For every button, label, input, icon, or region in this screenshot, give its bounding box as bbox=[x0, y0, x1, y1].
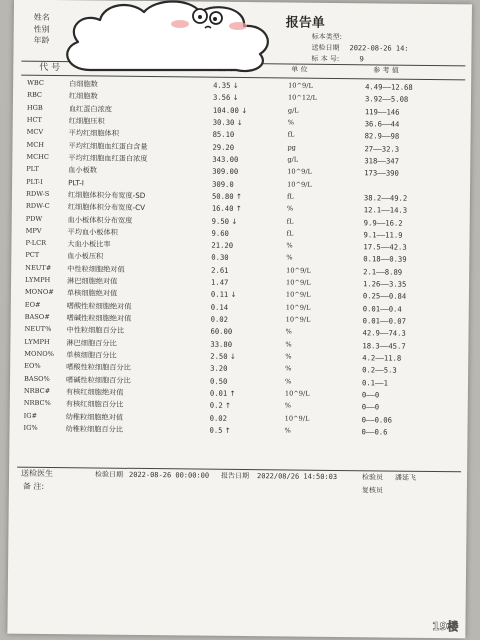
row-ref: 0.01——0.4 bbox=[362, 304, 402, 314]
row-name: 血红蛋白浓度 bbox=[68, 103, 113, 114]
site-logo bbox=[432, 616, 472, 636]
row-unit: % bbox=[284, 377, 292, 386]
row-name: 嗜酸性粒细胞百分比 bbox=[66, 362, 131, 373]
row-name: 红细胞体积分布宽度-SD bbox=[67, 190, 146, 200]
row-result: 0.14 bbox=[210, 302, 229, 312]
row-unit: % bbox=[286, 204, 294, 213]
row-result: 3.56 bbox=[212, 93, 231, 103]
row-code: P-LCR bbox=[25, 238, 47, 248]
row-unit: 10^9/L bbox=[285, 303, 311, 312]
report-date-value: 2022/08/26 14:50:03 bbox=[256, 472, 338, 482]
row-code: MONO# bbox=[24, 288, 54, 297]
row-result: 0.02 bbox=[210, 314, 229, 324]
row-ref: 36.6——44 bbox=[364, 119, 400, 129]
row-result: 29.20 bbox=[212, 142, 235, 152]
row-result: 50.80 bbox=[211, 191, 234, 201]
sex-label: 性别 bbox=[33, 24, 50, 34]
row-result: 21.20 bbox=[211, 240, 234, 251]
row-unit: 10^9/L bbox=[287, 180, 312, 189]
row-code: MCV bbox=[26, 128, 44, 137]
row-ref: 173——390 bbox=[364, 168, 399, 178]
lab-report-sheet bbox=[7, 0, 472, 638]
row-code: LYMPH bbox=[24, 337, 50, 346]
row-flag: ↑ bbox=[224, 425, 231, 435]
row-unit: 10^9/L bbox=[286, 266, 311, 275]
row-unit: % bbox=[287, 118, 295, 127]
row-name: 有核红细胞绝对值 bbox=[65, 387, 124, 397]
row-name: 血小板数 bbox=[68, 165, 98, 175]
row-name: 血小板压积 bbox=[67, 251, 104, 262]
row-unit: 10^9/L bbox=[285, 315, 311, 324]
row-result: 85.10 bbox=[212, 129, 235, 140]
row-result: 0.5 bbox=[209, 425, 223, 435]
row-unit: fL bbox=[286, 192, 294, 201]
row-ref: 0——0.06 bbox=[361, 414, 392, 425]
row-code: RBC bbox=[26, 91, 43, 100]
row-unit: 10^9/L bbox=[284, 414, 310, 423]
row-unit: % bbox=[285, 340, 292, 349]
row-result: 2.61 bbox=[211, 265, 229, 275]
row-result: 4.35 bbox=[213, 80, 231, 90]
row-result: 30.30 bbox=[212, 117, 235, 127]
row-result: 2.50 bbox=[210, 351, 228, 361]
row-unit: fL bbox=[286, 216, 294, 226]
row-unit: % bbox=[286, 253, 293, 263]
doctor-label: 送检医生 bbox=[21, 468, 54, 479]
specimen-type-label: 标本类型: bbox=[311, 32, 343, 42]
row-ref: 82.9——98 bbox=[364, 131, 400, 141]
row-code: MONO% bbox=[24, 349, 54, 359]
row-ref: 18.3——45.7 bbox=[362, 340, 406, 351]
col-ref-header: 参 考 值 bbox=[373, 66, 399, 75]
row-name: PLT-I bbox=[68, 177, 84, 187]
row-name: 中性粒细胞百分比 bbox=[66, 325, 125, 336]
row-name: 幼稚粒细胞绝对值 bbox=[65, 411, 124, 422]
row-code: PLT bbox=[26, 164, 39, 174]
row-unit: 10^9/L bbox=[287, 167, 312, 176]
row-flag: ↓ bbox=[231, 216, 238, 226]
report-date-label: 报告日期 bbox=[220, 471, 250, 481]
row-code: HGB bbox=[26, 103, 43, 112]
row-unit: % bbox=[284, 401, 292, 410]
row-name: 平均红细胞血红蛋白含量 bbox=[68, 140, 148, 151]
age-label: 年龄 bbox=[33, 35, 50, 45]
row-result: 309.00 bbox=[212, 166, 239, 177]
row-name: 平均红细胞血红蛋白浓度 bbox=[68, 153, 148, 163]
row-flag: ↑ bbox=[235, 204, 242, 214]
row-name: 淋巴细胞绝对值 bbox=[67, 276, 118, 286]
row-result: 9.50 bbox=[211, 216, 230, 226]
row-code: PLT-I bbox=[26, 177, 43, 186]
row-name: 有核红细胞百分比 bbox=[65, 399, 124, 410]
row-result: 0.01 bbox=[209, 388, 228, 398]
row-ref: 318——347 bbox=[364, 156, 400, 166]
row-result: 309.0 bbox=[212, 179, 234, 189]
row-ref: 42.9——74.3 bbox=[362, 328, 406, 339]
row-name: 中性粒细胞绝对值 bbox=[67, 263, 125, 274]
row-code: IG% bbox=[23, 423, 38, 432]
row-code: RDW-S bbox=[25, 189, 50, 198]
row-name: 红细胞数 bbox=[68, 91, 98, 101]
row-ref: 0.25——0.84 bbox=[362, 291, 407, 302]
row-flag: ↓ bbox=[232, 93, 239, 103]
row-result: 0.2 bbox=[209, 400, 223, 411]
row-result: 16.40 bbox=[211, 203, 234, 214]
row-name: 幼稚粒细胞百分比 bbox=[65, 424, 124, 434]
row-flag: ↓ bbox=[236, 117, 243, 127]
row-ref: 0.18——0.39 bbox=[363, 254, 407, 265]
row-result: 0.11 bbox=[210, 290, 229, 300]
col-unit-header: 单 位 bbox=[291, 65, 308, 74]
row-name: 大血小板比率 bbox=[67, 239, 111, 249]
row-result: 0.50 bbox=[209, 376, 228, 386]
row-unit: 10^9/L bbox=[285, 290, 311, 300]
row-result: 0.02 bbox=[209, 413, 228, 423]
logo-text: 19楼 bbox=[432, 620, 459, 633]
row-code: NRBC# bbox=[23, 386, 51, 396]
row-flag: ↓ bbox=[241, 105, 248, 115]
row-unit: g/L bbox=[287, 155, 299, 164]
row-ref: 17.5——42.3 bbox=[363, 242, 407, 252]
row-code: MCH bbox=[26, 140, 45, 149]
row-flag: ↓ bbox=[229, 351, 236, 361]
row-result: 60.00 bbox=[210, 327, 233, 337]
row-code: BASO# bbox=[24, 312, 50, 322]
check-date-value: 2022-08-26 00:00:00 bbox=[129, 470, 210, 480]
row-ref: 0.2——5.3 bbox=[362, 365, 397, 375]
row-flag: ↓ bbox=[230, 290, 237, 300]
row-unit: 10^9/L bbox=[286, 278, 311, 287]
remark-label: 备 注: bbox=[22, 481, 45, 491]
row-code: NEUT% bbox=[24, 325, 52, 334]
row-code: LYMPH bbox=[25, 275, 51, 285]
row-code: HCT bbox=[26, 115, 42, 124]
reviewer-label: 复核员 bbox=[361, 486, 383, 495]
row-code: WBC bbox=[27, 78, 44, 87]
row-ref: 2.1——8.89 bbox=[363, 267, 403, 277]
row-code: NEUT# bbox=[25, 263, 52, 272]
row-ref: 4.2——11.8 bbox=[362, 353, 402, 363]
row-unit: 10^9/L bbox=[284, 389, 310, 398]
row-code: MCHC bbox=[26, 152, 50, 161]
send-date-label: 送检日期 bbox=[311, 43, 340, 53]
cloud-sticker bbox=[60, 0, 290, 75]
checker-name: 潘延飞 bbox=[394, 473, 417, 482]
row-code: IG# bbox=[23, 411, 38, 420]
row-result: 0.30 bbox=[211, 253, 229, 263]
row-unit: % bbox=[285, 327, 292, 336]
row-flag: ↑ bbox=[229, 388, 236, 398]
row-name: 血小板体积分布宽度 bbox=[67, 214, 133, 225]
row-ref: 3.92——5.08 bbox=[364, 94, 409, 105]
row-unit: % bbox=[285, 364, 292, 373]
row-unit: % bbox=[284, 426, 291, 435]
row-name: 嗜碱性粒细胞百分比 bbox=[65, 374, 131, 385]
row-unit: g/L bbox=[287, 106, 299, 115]
row-code: NRBC% bbox=[23, 399, 51, 408]
row-flag: ↑ bbox=[224, 401, 232, 411]
row-ref: 0——0 bbox=[361, 390, 380, 400]
row-unit: 10^9/L bbox=[288, 81, 313, 90]
row-name: 嗜酸性粒细胞绝对值 bbox=[66, 300, 132, 311]
row-result: 9.60 bbox=[211, 228, 229, 238]
row-name: 白细胞数 bbox=[69, 79, 98, 89]
specimen-no-value: 9 bbox=[359, 55, 364, 64]
row-name: 平均血小板体积 bbox=[67, 227, 118, 237]
send-date-value: 2022-08-26 14: bbox=[349, 44, 409, 53]
row-ref: 0——0 bbox=[361, 402, 380, 412]
row-unit: 10^12/L bbox=[287, 93, 317, 103]
row-name: 红细胞压积 bbox=[68, 116, 105, 126]
row-flag: ↓ bbox=[232, 80, 239, 90]
row-result: 1.47 bbox=[211, 277, 229, 287]
row-ref: 119——146 bbox=[364, 106, 400, 117]
row-ref: 1.26——3.35 bbox=[363, 279, 407, 289]
row-ref: 0——0.6 bbox=[361, 427, 388, 437]
row-result: 33.80 bbox=[210, 339, 233, 349]
row-code: BASO% bbox=[24, 374, 50, 383]
row-unit: fL bbox=[286, 229, 294, 238]
row-code: RDW-C bbox=[25, 201, 50, 211]
row-code: PCT bbox=[25, 251, 40, 260]
row-code: EO% bbox=[24, 362, 41, 371]
row-ref: 0.01——0.07 bbox=[362, 316, 406, 326]
row-ref: 0.1——1 bbox=[361, 377, 389, 388]
row-ref: 27——32.3 bbox=[364, 143, 400, 154]
row-result: 343.00 bbox=[212, 154, 239, 164]
checker-label: 检验员 bbox=[361, 473, 384, 482]
check-date-label: 检验日期 bbox=[95, 470, 124, 479]
row-ref: 12.1——14.3 bbox=[363, 205, 408, 215]
report-title: 报告单 bbox=[285, 15, 325, 31]
row-unit: % bbox=[286, 241, 293, 250]
specimen-no-label: 标 本 号: bbox=[311, 54, 340, 64]
row-code: EO# bbox=[24, 300, 41, 309]
row-name: 淋巴细胞百分比 bbox=[66, 337, 117, 348]
row-name: 嗜碱性粒细胞绝对值 bbox=[66, 313, 132, 323]
row-name: 单核细胞百分比 bbox=[66, 350, 117, 360]
row-unit: % bbox=[285, 352, 292, 361]
col-code-header: 代 号 bbox=[39, 62, 61, 74]
name-label: 姓名 bbox=[33, 12, 50, 22]
row-flag: ↑ bbox=[235, 191, 243, 201]
row-code: MPV bbox=[25, 226, 42, 235]
row-name: 单核细胞绝对值 bbox=[66, 288, 118, 299]
row-ref: 9.1——11.9 bbox=[363, 230, 403, 240]
row-ref: 4.49——12.68 bbox=[365, 82, 413, 92]
row-name: 平均红细胞体积 bbox=[68, 128, 119, 138]
row-code: PDW bbox=[25, 214, 43, 223]
row-ref: 9.9——16.2 bbox=[363, 217, 403, 228]
row-unit: fL bbox=[287, 130, 295, 139]
row-ref: 38.2——49.2 bbox=[363, 193, 408, 203]
row-name: 红细胞体积分布宽度-CV bbox=[67, 202, 146, 213]
row-unit: pg bbox=[287, 143, 296, 152]
row-result: 104.00 bbox=[212, 105, 239, 115]
row-result: 3.20 bbox=[210, 364, 228, 374]
